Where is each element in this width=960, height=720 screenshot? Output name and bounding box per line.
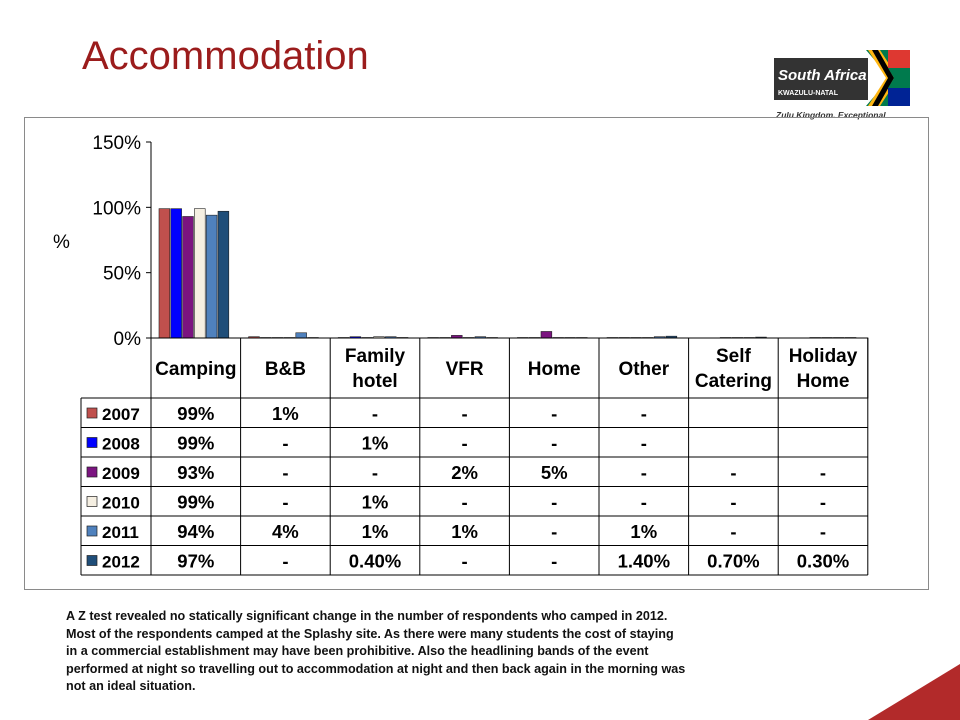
data-label: 93%: [177, 462, 215, 483]
data-label: 99%: [177, 491, 215, 513]
logo-tagline: Zulu Kingdom. Exceptional: [776, 110, 886, 120]
legend-swatch: [87, 497, 97, 507]
logo-subtitle: KWAZULU-NATAL: [778, 90, 839, 97]
bar: [296, 333, 307, 338]
data-label: 1%: [630, 521, 658, 542]
data-label: -: [551, 491, 558, 513]
data-label: -: [282, 491, 289, 513]
category-label: hotel: [352, 371, 398, 392]
data-label: -: [461, 550, 468, 572]
note-line: in a commercial establishment may have been prohibitive. Also the headlining bands of the event: [66, 644, 649, 659]
y-tick-label: 0%: [113, 329, 141, 350]
data-label: 1%: [272, 403, 299, 424]
legend-swatch: [87, 408, 97, 418]
data-label: -: [282, 432, 289, 454]
legend-label: 2011: [102, 523, 139, 542]
category-label: Holiday: [788, 346, 858, 367]
legend-swatch: [87, 438, 97, 448]
category-label: VFR: [445, 359, 484, 380]
bar: [218, 211, 229, 338]
data-label: -: [730, 462, 737, 483]
category-label: Home: [796, 371, 850, 392]
data-label: 0.40%: [348, 550, 402, 572]
category-label: Family: [344, 346, 406, 367]
corner-decoration: [868, 664, 960, 720]
data-label: -: [461, 432, 468, 454]
note-line: A Z test revealed no statically significant change in the number of respondents who camped in 2012.: [66, 609, 668, 623]
data-label: 97%: [177, 550, 215, 572]
accommodation-chart: [25, 118, 928, 589]
category-label: Self: [715, 346, 751, 367]
summary-note: [66, 608, 866, 696]
south-africa-logo: [768, 50, 910, 122]
data-label: -: [819, 462, 827, 483]
data-label: -: [640, 403, 647, 424]
legend-label: 2007: [102, 405, 140, 424]
data-label: 0.30%: [796, 550, 850, 572]
y-tick-label: 150%: [92, 133, 141, 154]
category-label: B&B: [264, 359, 306, 380]
category-label: Home: [527, 359, 581, 380]
data-label: 1%: [451, 521, 478, 542]
data-label: 4%: [272, 521, 299, 542]
y-tick-label: 50%: [102, 263, 141, 285]
data-label: 2%: [451, 462, 478, 483]
bar: [159, 209, 170, 338]
data-label: -: [819, 521, 827, 542]
bar: [541, 331, 552, 338]
data-label: -: [551, 521, 558, 542]
logo-name: South Africa: [778, 67, 867, 84]
data-label: 99%: [177, 432, 215, 454]
legend-swatch: [87, 467, 97, 477]
data-label: 1%: [361, 432, 389, 454]
y-tick-label: 100%: [92, 198, 141, 220]
data-label: -: [819, 491, 827, 513]
data-label: 0.70%: [707, 550, 760, 572]
legend-label: 2008: [102, 434, 140, 454]
legend-label: 2009: [102, 464, 140, 483]
bar: [183, 216, 194, 338]
data-label: -: [461, 403, 468, 424]
category-label: Other: [618, 359, 670, 380]
data-label: 5%: [540, 462, 568, 483]
data-label: -: [371, 403, 379, 424]
note-line: not an ideal situation.: [66, 679, 196, 694]
data-label: -: [282, 550, 289, 572]
data-label: -: [461, 491, 468, 513]
legend-label: 2012: [102, 552, 140, 572]
data-label: -: [551, 432, 558, 454]
legend-swatch: [87, 556, 97, 566]
data-label: -: [730, 521, 737, 542]
data-label: -: [282, 462, 289, 483]
bar: [171, 209, 182, 338]
chart-frame: [24, 117, 929, 590]
note-line: Most of the respondents camped at the Splashy site. As there were many students the cost of staying: [66, 626, 674, 641]
data-label: -: [640, 491, 647, 513]
legend-label: 2010: [102, 493, 140, 513]
data-label: 1.40%: [617, 550, 671, 572]
data-label: -: [730, 491, 737, 513]
data-label: 1%: [361, 491, 389, 513]
bar: [194, 209, 205, 338]
legend-swatch: [87, 526, 97, 536]
data-label: -: [551, 403, 558, 424]
data-label: 99%: [177, 403, 215, 424]
data-label: -: [551, 550, 558, 572]
data-label: -: [371, 462, 379, 483]
page-title: Accommodation: [82, 34, 369, 78]
data-label: 1%: [361, 521, 389, 542]
category-label: Camping: [155, 359, 237, 380]
bar: [206, 215, 217, 338]
y-axis-label: %: [53, 232, 70, 253]
note-line: performed at night so travelling out to accommodation at night and then back again in the morning was: [66, 661, 686, 676]
data-label: -: [640, 432, 647, 454]
category-label: Catering: [694, 371, 772, 392]
data-label: -: [640, 462, 647, 483]
data-label: 94%: [177, 521, 215, 542]
